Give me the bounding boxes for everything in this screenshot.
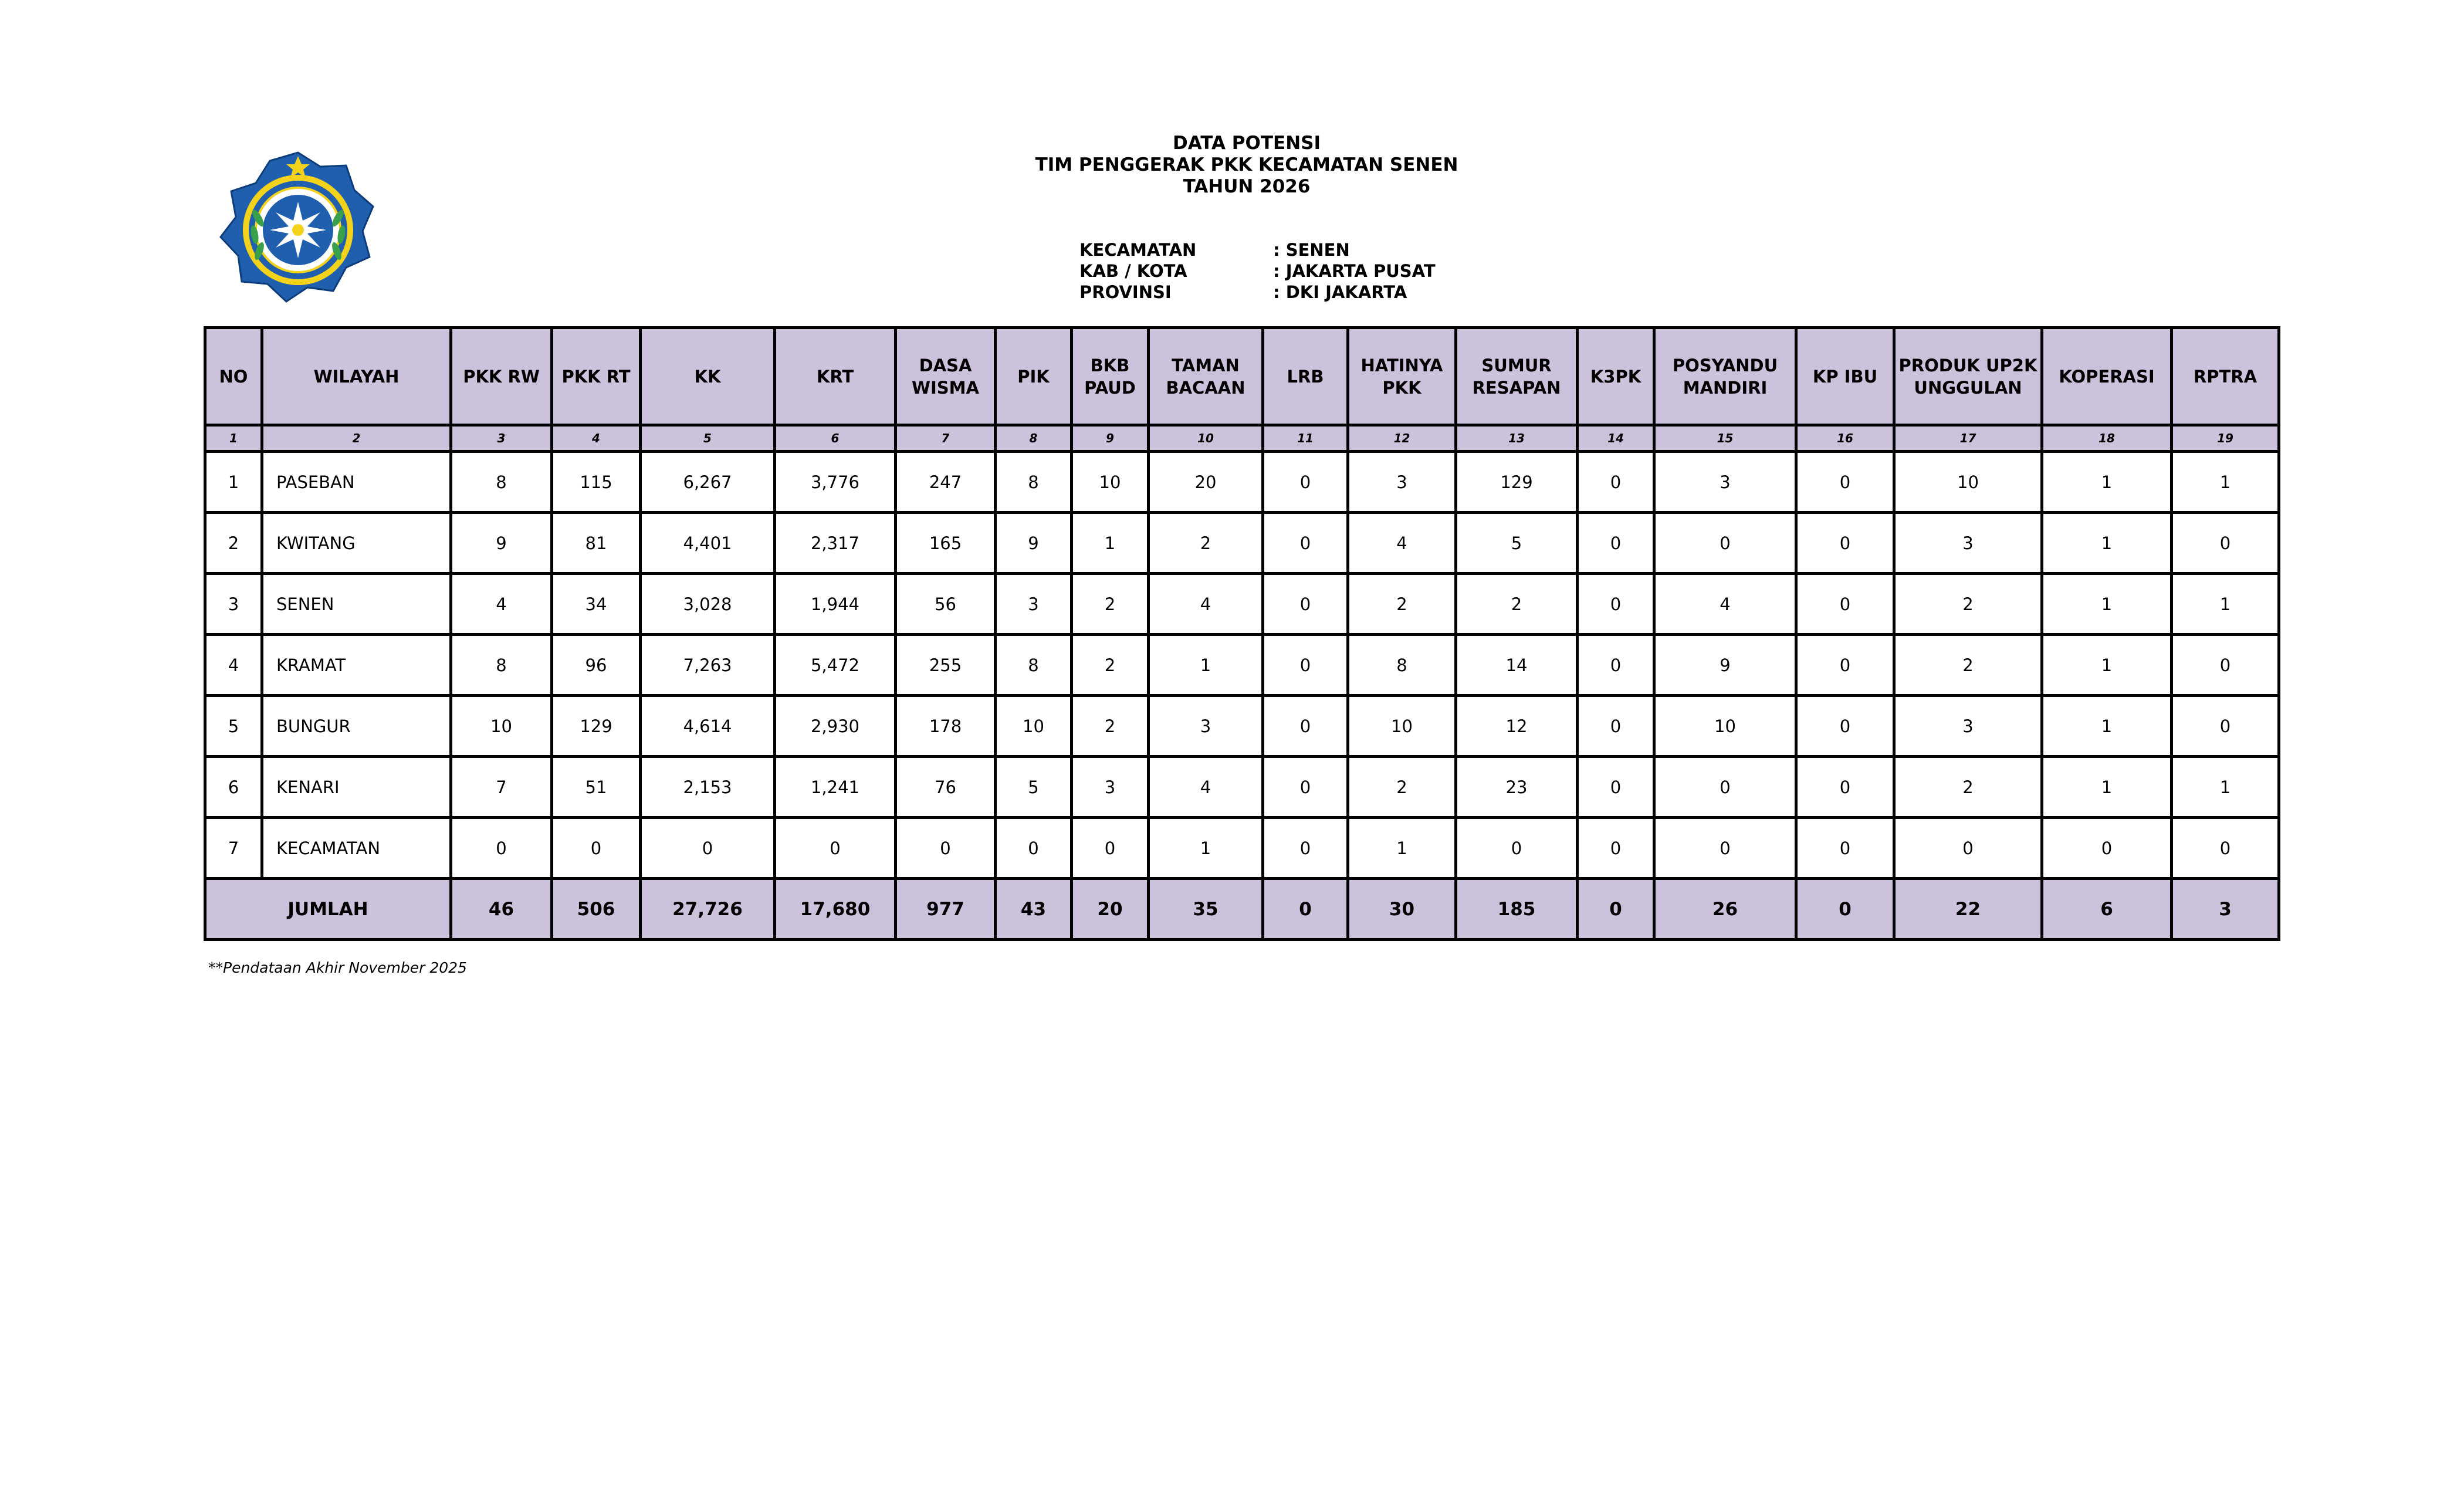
table-cell: 2 (1348, 574, 1456, 635)
document-title (880, 133, 1613, 198)
column-header: PKK RT (552, 328, 641, 425)
column-number: 2 (262, 425, 451, 452)
column-number: 16 (1796, 425, 1894, 452)
table-cell: 0 (1578, 818, 1654, 879)
table-cell: 1 (2042, 452, 2172, 513)
table-cell: 0 (1796, 818, 1894, 879)
table-cell: 7 (205, 818, 262, 879)
table-cell: 0 (1263, 757, 1348, 818)
table-cell: 2,317 (775, 513, 896, 574)
total-cell: 185 (1456, 879, 1578, 940)
total-cell: 6 (2042, 879, 2172, 940)
table-row (205, 757, 2279, 818)
column-number: 14 (1578, 425, 1654, 452)
table-cell: 0 (1578, 574, 1654, 635)
table-cell: 8 (451, 635, 552, 696)
table-cell: 0 (451, 818, 552, 879)
table-cell: 4,401 (641, 513, 775, 574)
total-cell: 0 (1263, 879, 1348, 940)
table-cell: 178 (896, 696, 996, 757)
column-number: 7 (896, 425, 996, 452)
footnote: **Pendataan Akhir November 2025 (208, 959, 467, 976)
table-cell: 9 (451, 513, 552, 574)
table-cell: 0 (1654, 513, 1796, 574)
column-header: WILAYAH (262, 328, 451, 425)
info-value: : DKI JAKARTA (1273, 282, 1407, 302)
info-row-kota (1079, 260, 1436, 282)
table-cell: 20 (1149, 452, 1263, 513)
column-header: PKK RW (451, 328, 552, 425)
table-row (205, 452, 2279, 513)
title-line-2: TIM PENGGERAK PKK KECAMATAN SENEN (1035, 154, 1458, 175)
table-cell: 0 (1072, 818, 1149, 879)
table-cell: SENEN (262, 574, 451, 635)
table-cell: 5 (996, 757, 1072, 818)
table-cell: 9 (996, 513, 1072, 574)
pkk-emblem-logo (216, 148, 380, 306)
table-cell: 4 (205, 635, 262, 696)
column-number: 19 (2172, 425, 2279, 452)
table-cell: 10 (1654, 696, 1796, 757)
table-cell: 0 (1578, 452, 1654, 513)
table-cell: 0 (896, 818, 996, 879)
column-header: HATINYA PKK (1348, 328, 1456, 425)
table-cell: 3 (1894, 696, 2042, 757)
total-cell: 3 (2172, 879, 2279, 940)
column-header: K3PK (1578, 328, 1654, 425)
table-cell: 3,028 (641, 574, 775, 635)
total-cell: 0 (1796, 879, 1894, 940)
table-cell: 1 (1072, 513, 1149, 574)
info-label: PROVINSI (1079, 282, 1172, 302)
table-cell: 2 (1072, 696, 1149, 757)
table-cell: 2 (205, 513, 262, 574)
table-cell: 3 (996, 574, 1072, 635)
table-cell: 4 (1348, 513, 1456, 574)
table-cell: 81 (552, 513, 641, 574)
table-cell: 2 (1456, 574, 1578, 635)
column-header: SUMUR RESAPAN (1456, 328, 1578, 425)
table-cell: 4 (1149, 574, 1263, 635)
table-cell: 1 (1348, 818, 1456, 879)
table-cell: 4,614 (641, 696, 775, 757)
total-cell: 35 (1149, 879, 1263, 940)
table-row (205, 635, 2279, 696)
column-header: KP IBU (1796, 328, 1894, 425)
table-cell: 8 (996, 452, 1072, 513)
table-cell: 5 (1456, 513, 1578, 574)
table-cell: 255 (896, 635, 996, 696)
table-cell: 3 (1894, 513, 2042, 574)
table-cell: 10 (1348, 696, 1456, 757)
column-header: LRB (1263, 328, 1348, 425)
column-number: 8 (996, 425, 1072, 452)
table-cell: 1 (2172, 574, 2279, 635)
info-row-provinsi (1079, 282, 1436, 303)
table-cell: 4 (1149, 757, 1263, 818)
table-cell: 129 (1456, 452, 1578, 513)
table-cell: 0 (2172, 696, 2279, 757)
table-cell: 0 (2172, 818, 2279, 879)
table-cell: 2 (1348, 757, 1456, 818)
table-cell: 0 (1796, 452, 1894, 513)
table-cell: 1 (2042, 513, 2172, 574)
column-number: 17 (1894, 425, 2042, 452)
table-cell: 7 (451, 757, 552, 818)
table-cell: 10 (996, 696, 1072, 757)
table-cell: 10 (451, 696, 552, 757)
table-cell: 0 (1263, 574, 1348, 635)
table-cell: 2,153 (641, 757, 775, 818)
table-cell: 5 (205, 696, 262, 757)
table-cell: 0 (1796, 635, 1894, 696)
total-cell: 506 (552, 879, 641, 940)
total-row (205, 879, 2279, 940)
column-number: 3 (451, 425, 552, 452)
table-cell: 3 (205, 574, 262, 635)
column-header: RPTRA (2172, 328, 2279, 425)
column-header: NO (205, 328, 262, 425)
table-cell: 96 (552, 635, 641, 696)
info-label: KAB / KOTA (1079, 261, 1187, 281)
table-cell: 165 (896, 513, 996, 574)
table-cell: 0 (1796, 574, 1894, 635)
info-value: : JAKARTA PUSAT (1273, 261, 1436, 281)
table-cell: 34 (552, 574, 641, 635)
table-cell: 0 (1578, 635, 1654, 696)
location-info (1079, 239, 1436, 303)
column-number: 15 (1654, 425, 1796, 452)
table-cell: 1 (2042, 696, 2172, 757)
column-number: 1 (205, 425, 262, 452)
total-cell: 17,680 (775, 879, 896, 940)
table-cell: 0 (1796, 513, 1894, 574)
table-cell: 51 (552, 757, 641, 818)
table-cell: 1 (205, 452, 262, 513)
table-cell: 8 (1348, 635, 1456, 696)
table-cell: 12 (1456, 696, 1578, 757)
column-number: 6 (775, 425, 896, 452)
table-cell: 0 (1796, 757, 1894, 818)
total-cell: 30 (1348, 879, 1456, 940)
table-cell: 0 (1894, 818, 2042, 879)
total-cell: 977 (896, 879, 996, 940)
data-potensi-table (204, 326, 2280, 941)
column-number: 10 (1149, 425, 1263, 452)
table-cell: KRAMAT (262, 635, 451, 696)
table-cell: 0 (775, 818, 896, 879)
total-cell: 22 (1894, 879, 2042, 940)
table-cell: 247 (896, 452, 996, 513)
table-cell: 2 (1149, 513, 1263, 574)
table-cell: 2 (1894, 574, 2042, 635)
total-label: JUMLAH (205, 879, 451, 940)
table-cell: 14 (1456, 635, 1578, 696)
title-line-3: TAHUN 2026 (1183, 176, 1311, 197)
total-cell: 46 (451, 879, 552, 940)
table-cell: 3 (1072, 757, 1149, 818)
table-cell: 0 (2042, 818, 2172, 879)
table-cell: 0 (1654, 818, 1796, 879)
column-header: TAMAN BACAAN (1149, 328, 1263, 425)
table-cell: 2 (1894, 635, 2042, 696)
column-number: 11 (1263, 425, 1348, 452)
table-cell: 0 (552, 818, 641, 879)
table-cell: 0 (1796, 696, 1894, 757)
table-cell: 1 (2042, 574, 2172, 635)
table-cell: 0 (1578, 757, 1654, 818)
table-row (205, 696, 2279, 757)
column-header: KRT (775, 328, 896, 425)
column-number: 9 (1072, 425, 1149, 452)
table-cell: 2 (1072, 574, 1149, 635)
table-cell: 0 (2172, 635, 2279, 696)
table-cell: 76 (896, 757, 996, 818)
table-cell: 0 (641, 818, 775, 879)
table-cell: 8 (451, 452, 552, 513)
table-cell: 0 (1263, 818, 1348, 879)
table-cell: 0 (1263, 513, 1348, 574)
column-number: 5 (641, 425, 775, 452)
table-cell: 0 (1456, 818, 1578, 879)
table-cell: BUNGUR (262, 696, 451, 757)
table-cell: KENARI (262, 757, 451, 818)
table-cell: 129 (552, 696, 641, 757)
table-row (205, 574, 2279, 635)
header-row (205, 328, 2279, 425)
column-number: 4 (552, 425, 641, 452)
info-row-kecamatan (1079, 239, 1436, 260)
column-number: 18 (2042, 425, 2172, 452)
table-cell: 0 (996, 818, 1072, 879)
table-cell: 1,241 (775, 757, 896, 818)
table-cell: 6 (205, 757, 262, 818)
table-cell: 5,472 (775, 635, 896, 696)
table-cell: 2 (1072, 635, 1149, 696)
column-header: KOPERASI (2042, 328, 2172, 425)
column-header: POSYANDU MANDIRI (1654, 328, 1796, 425)
table-row (205, 818, 2279, 879)
table-cell: 2,930 (775, 696, 896, 757)
table-cell: KWITANG (262, 513, 451, 574)
info-label: KECAMATAN (1079, 240, 1197, 260)
table-cell: 3 (1149, 696, 1263, 757)
table-cell: 0 (1263, 696, 1348, 757)
table-cell: 4 (1654, 574, 1796, 635)
table-cell: 115 (552, 452, 641, 513)
total-cell: 20 (1072, 879, 1149, 940)
total-cell: 27,726 (641, 879, 775, 940)
column-number-row (205, 425, 2279, 452)
table-cell: 56 (896, 574, 996, 635)
table-row (205, 513, 2279, 574)
table-cell: 8 (996, 635, 1072, 696)
table-cell: PASEBAN (262, 452, 451, 513)
table-cell: 0 (1263, 635, 1348, 696)
table-cell: 7,263 (641, 635, 775, 696)
table-cell: 10 (1894, 452, 2042, 513)
total-cell: 0 (1578, 879, 1654, 940)
column-header: BKB PAUD (1072, 328, 1149, 425)
table-cell: 2 (1894, 757, 2042, 818)
total-cell: 43 (996, 879, 1072, 940)
table-cell: 1,944 (775, 574, 896, 635)
info-value: : SENEN (1273, 240, 1350, 260)
table-cell: 9 (1654, 635, 1796, 696)
column-header: PIK (996, 328, 1072, 425)
column-number: 12 (1348, 425, 1456, 452)
table-cell: 0 (1263, 452, 1348, 513)
column-header: PRODUK UP2K UNGGULAN (1894, 328, 2042, 425)
column-header: KK (641, 328, 775, 425)
table-cell: 23 (1456, 757, 1578, 818)
title-line-1: DATA POTENSI (1172, 133, 1321, 154)
total-cell: 26 (1654, 879, 1796, 940)
table-cell: 1 (2042, 757, 2172, 818)
table-cell: 3,776 (775, 452, 896, 513)
table-cell: 1 (2172, 452, 2279, 513)
table-cell: 0 (1654, 757, 1796, 818)
table-cell: 3 (1654, 452, 1796, 513)
table-cell: 10 (1072, 452, 1149, 513)
table-cell: 0 (2172, 513, 2279, 574)
table-cell: 1 (2172, 757, 2279, 818)
column-number: 13 (1456, 425, 1578, 452)
table-cell: 0 (1578, 696, 1654, 757)
table-cell: 4 (451, 574, 552, 635)
table-cell: KECAMATAN (262, 818, 451, 879)
table-cell: 6,267 (641, 452, 775, 513)
table-cell: 1 (2042, 635, 2172, 696)
table-cell: 1 (1149, 818, 1263, 879)
column-header: DASA WISMA (896, 328, 996, 425)
table-cell: 3 (1348, 452, 1456, 513)
table-cell: 1 (1149, 635, 1263, 696)
table-cell: 0 (1578, 513, 1654, 574)
